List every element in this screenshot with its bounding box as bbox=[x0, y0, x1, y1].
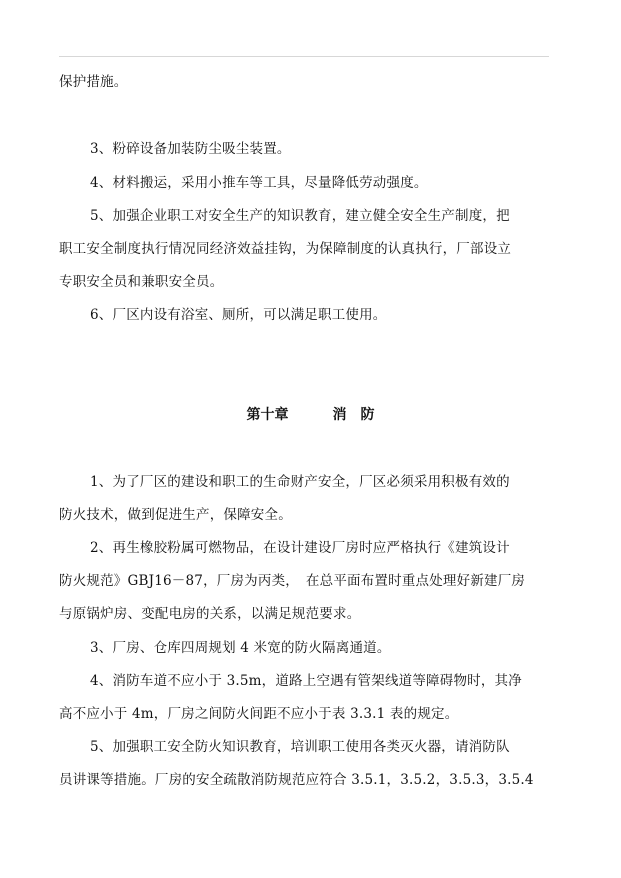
item-5-line-3: 专职安全员和兼职安全员。 bbox=[59, 274, 224, 290]
chapter-title-char-1: 消 bbox=[332, 407, 347, 423]
fire-item-3: 3、厂房、仓库四周规划 4 米宽的防火隔离通道。 bbox=[90, 640, 391, 656]
fire-item-4-line-2: 高不应小于 4m，厂房之间防火间距不应小于表 3.3.1 表的规定。 bbox=[59, 706, 459, 722]
fire-item-2-line-2: 防火规范》GBJ16－87，厂房为丙类， 在总平面布置时重点处理好新建厂房 bbox=[59, 573, 526, 589]
fire-item-1-line-1: 1、为了厂区的建设和职工的生命财产安全，厂区必须采用积极有效的 bbox=[90, 474, 510, 490]
item-3: 3、粉碎设备加装防尘吸尘装置。 bbox=[90, 141, 291, 157]
item-5-line-2: 职工安全制度执行情况同经济效益挂钩，为保障制度的认真执行，厂部设立 bbox=[59, 241, 512, 257]
fire-item-1-line-2: 防火技术，做到促进生产，保障安全。 bbox=[59, 507, 292, 523]
fire-item-4-line-1: 4、消防车道不应小于 3.5m，道路上空遇有管架线道等障碍物时，其净 bbox=[90, 673, 522, 689]
chapter-heading bbox=[0, 405, 621, 425]
chapter-number: 第十章 bbox=[246, 407, 289, 423]
chapter-title-char-2: 防 bbox=[360, 407, 375, 423]
paragraph-continuation: 保护措施。 bbox=[59, 74, 128, 90]
fire-item-2-line-1: 2、再生橡胶粉属可燃物品，在设计建设厂房时应严格执行《建筑设计 bbox=[90, 540, 510, 556]
fire-item-5-line-2: 员讲课等措施。厂房的安全疏散消防规范应符合 3.5.1，3.5.2，3.5.3，3.5.4 bbox=[59, 772, 534, 788]
fire-item-5-line-1: 5、加强职工安全防火知识教育，培训职工使用各类灭火器，请消防队 bbox=[90, 739, 510, 755]
fire-item-2-line-3: 与原锅炉房、变配电房的关系，以满足规范要求。 bbox=[59, 606, 361, 622]
item-5-line-1: 5、加强企业职工对安全生产的知识教育，建立健全安全生产制度，把 bbox=[90, 208, 510, 224]
item-6: 6、厂区内设有浴室、厕所，可以满足职工使用。 bbox=[90, 307, 387, 323]
header-rule bbox=[59, 56, 549, 57]
item-4: 4、材料搬运，采用小推车等工具，尽量降低劳动强度。 bbox=[90, 175, 428, 191]
